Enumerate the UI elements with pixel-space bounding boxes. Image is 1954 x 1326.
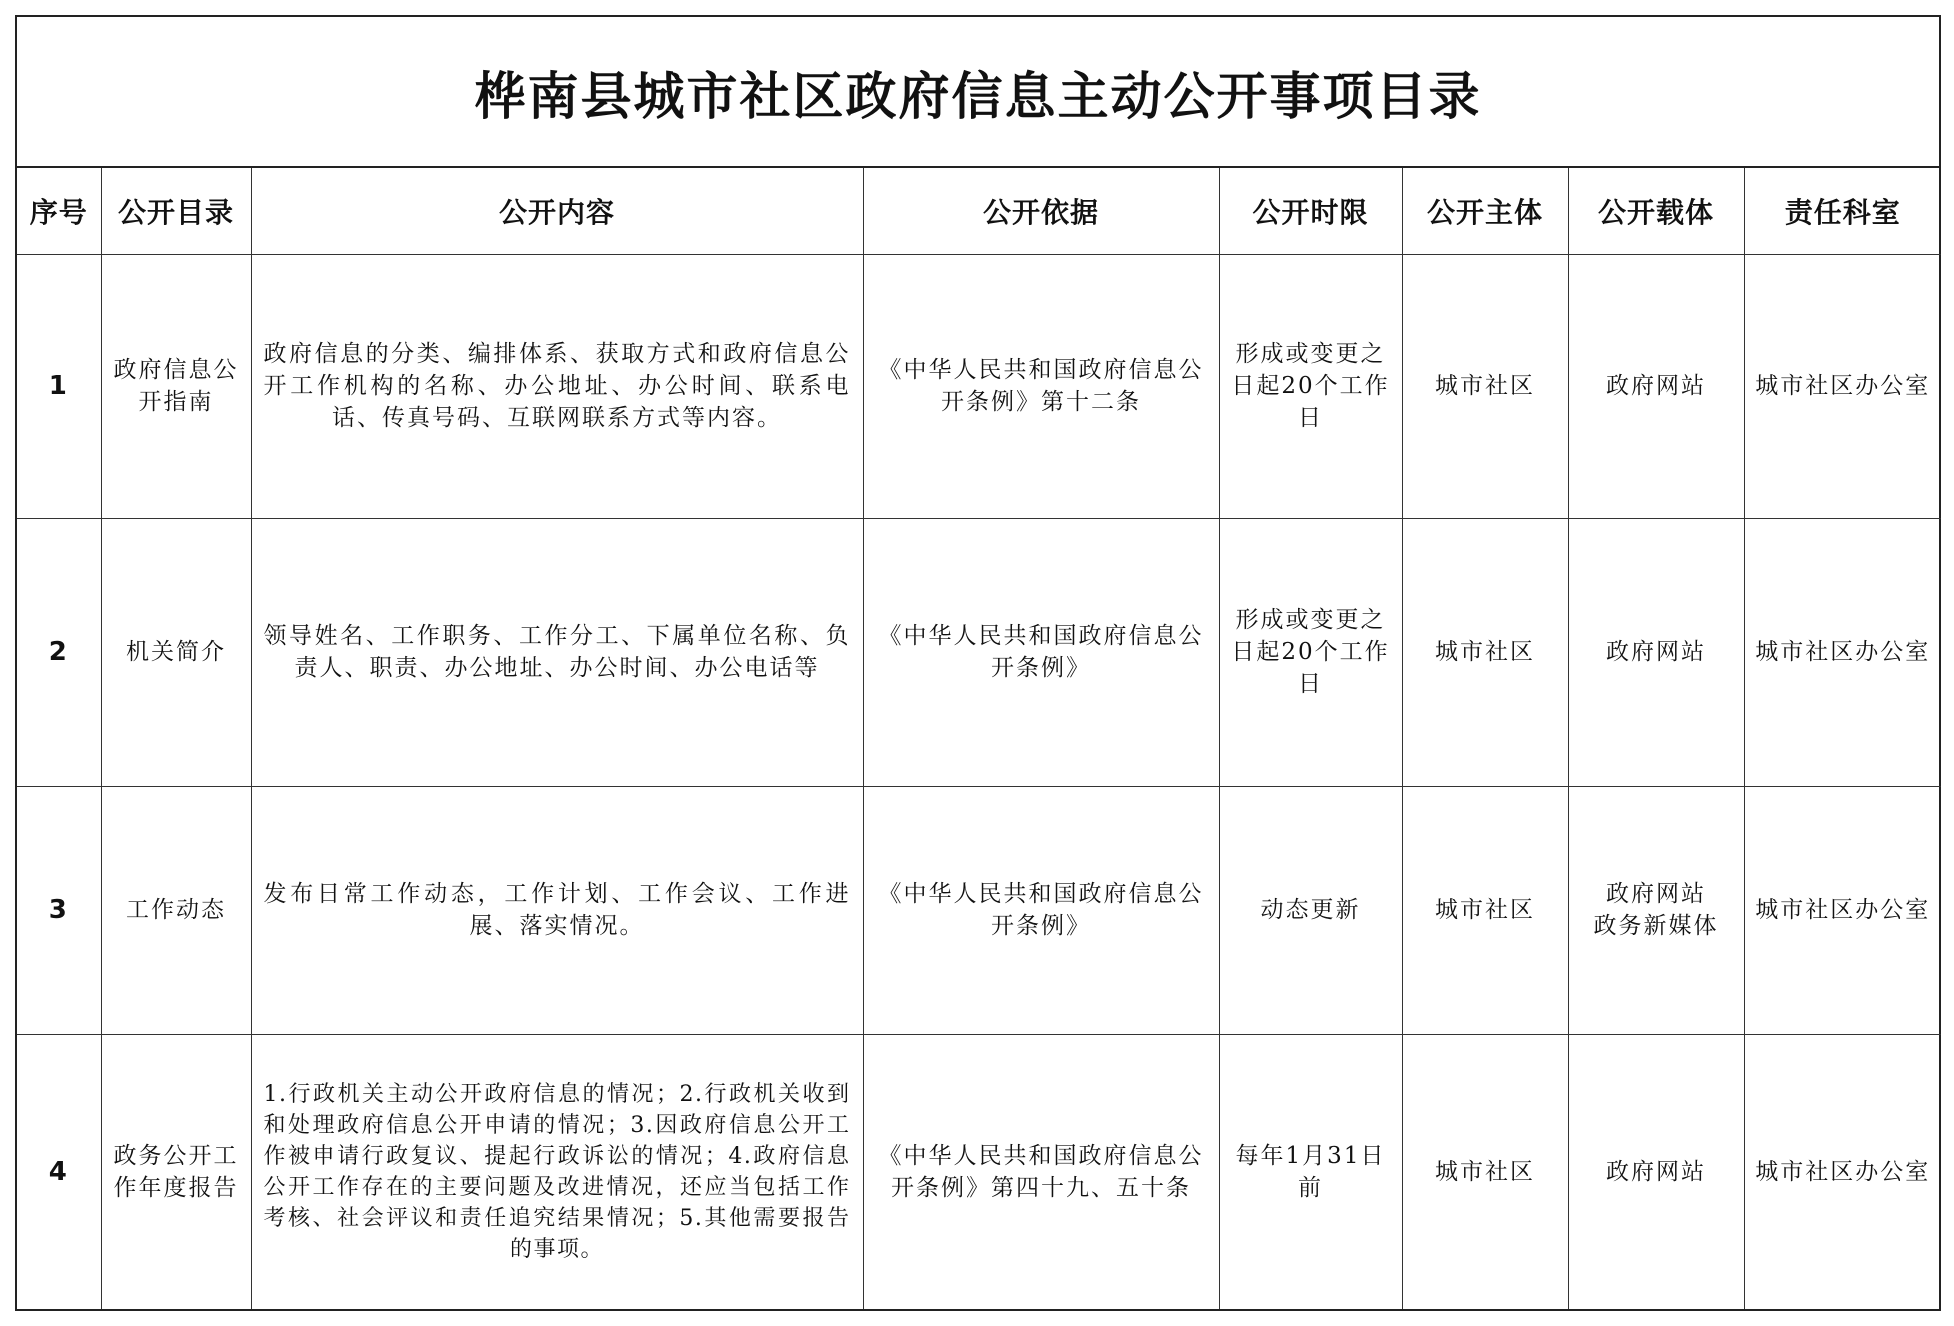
row-carrier xyxy=(1568,518,1744,786)
row-number: 3 xyxy=(17,786,101,1034)
header-row xyxy=(17,168,1941,254)
row-basis: 《中华人民共和国政府信息公开条例》 xyxy=(863,786,1219,1034)
row-number: 1 xyxy=(17,254,101,518)
catalog-table xyxy=(17,168,1941,1309)
row-content: 发布日常工作动态，工作计划、工作会议、工作进展、落实情况。 xyxy=(251,786,863,1034)
row-number: 4 xyxy=(17,1034,101,1309)
header-content: 公开内容 xyxy=(251,168,863,254)
row-subject: 城市社区 xyxy=(1402,518,1568,786)
row-department: 城市社区办公室 xyxy=(1744,786,1941,1034)
header-catalog: 公开目录 xyxy=(101,168,251,254)
carrier-item: 政务新媒体 xyxy=(1593,913,1719,939)
table-row xyxy=(17,786,1941,1034)
header-carrier: 公开载体 xyxy=(1568,168,1744,254)
carrier-item: 政府网站 xyxy=(1606,639,1706,665)
row-department: 城市社区办公室 xyxy=(1744,518,1941,786)
carrier-item: 政府网站 xyxy=(1606,373,1706,399)
row-basis: 《中华人民共和国政府信息公开条例》 xyxy=(863,518,1219,786)
header-subject: 公开主体 xyxy=(1402,168,1568,254)
row-number: 2 xyxy=(17,518,101,786)
row-time-limit: 每年1月31日前 xyxy=(1219,1034,1402,1309)
carrier-item: 政府网站 xyxy=(1606,1158,1706,1185)
catalog-sheet xyxy=(15,15,1941,1311)
row-carrier xyxy=(1568,1034,1744,1309)
row-content: 领导姓名、工作职务、工作分工、下属单位名称、负责人、职责、办公地址、办公时间、办公电话等 xyxy=(251,518,863,786)
header-no: 序号 xyxy=(17,168,101,254)
table-row xyxy=(17,518,1941,786)
row-subject: 城市社区 xyxy=(1402,786,1568,1034)
row-time-limit: 动态更新 xyxy=(1219,786,1402,1034)
row-subject: 城市社区 xyxy=(1402,1034,1568,1309)
page-title: 桦南县城市社区政府信息主动公开事项目录 xyxy=(17,17,1939,168)
row-time-limit: 形成或变更之日起20个工作日 xyxy=(1219,518,1402,786)
carrier-item: 政府网站 xyxy=(1606,881,1706,907)
row-carrier xyxy=(1568,786,1744,1034)
table-row xyxy=(17,1034,1941,1309)
table-row xyxy=(17,254,1941,518)
row-content: 政府信息的分类、编排体系、获取方式和政府信息公开工作机构的名称、办公地址、办公时间、联系电话、传真号码、互联网联系方式等内容。 xyxy=(251,254,863,518)
row-basis: 《中华人民共和国政府信息公开条例》第四十九、五十条 xyxy=(863,1034,1219,1309)
row-catalog: 工作动态 xyxy=(101,786,251,1034)
row-carrier xyxy=(1568,254,1744,518)
header-basis: 公开依据 xyxy=(863,168,1219,254)
row-time-limit: 形成或变更之日起20个工作日 xyxy=(1219,254,1402,518)
row-catalog: 政府信息公开指南 xyxy=(101,254,251,518)
row-catalog: 机关简介 xyxy=(101,518,251,786)
row-basis: 《中华人民共和国政府信息公开条例》第十二条 xyxy=(863,254,1219,518)
row-department: 城市社区办公室 xyxy=(1744,1034,1941,1309)
row-content: 1.行政机关主动公开政府信息的情况；2.行政机关收到和处理政府信息公开申请的情况；3.因政府信息公开工作被申请行政复议、提起行政诉讼的情况；4.政府信息公开工作存在的主要问题及改进情况，还应当包括工作考核、社会评议和责任追究结果情况；5.其他需要报告的事项。 xyxy=(251,1034,863,1309)
header-time-limit: 公开时限 xyxy=(1219,168,1402,254)
header-department: 责任科室 xyxy=(1744,168,1941,254)
row-department: 城市社区办公室 xyxy=(1744,254,1941,518)
row-catalog: 政务公开工作年度报告 xyxy=(101,1034,251,1309)
row-subject: 城市社区 xyxy=(1402,254,1568,518)
